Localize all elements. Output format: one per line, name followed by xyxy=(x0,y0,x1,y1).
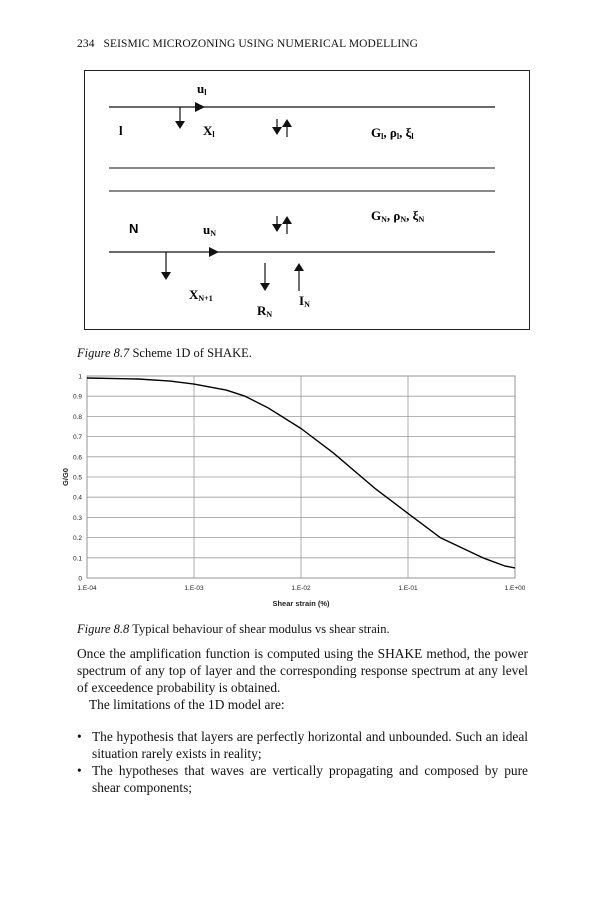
list-item xyxy=(77,762,528,796)
y-tick-label: 1 xyxy=(78,373,82,381)
label-u1: ul xyxy=(197,81,207,97)
label-uN: uN xyxy=(203,222,217,238)
rN-arrow-head xyxy=(260,283,270,291)
running-header xyxy=(77,38,418,50)
y-tick-label: 0.5 xyxy=(72,474,82,482)
list-item-text: The hypotheses that waves are vertically propagating and composed by pure shear components; xyxy=(92,763,528,795)
list-item xyxy=(77,728,528,762)
caption-label: Figure 8.8 xyxy=(77,622,130,636)
y-tick-label: 0.3 xyxy=(72,514,82,522)
y-tick-label: 0 xyxy=(78,575,82,583)
label-rN: RN xyxy=(257,303,273,319)
bullet-marker: • xyxy=(77,763,82,778)
x-tick-label: 1.E+00 xyxy=(504,585,526,592)
label-layer1: l xyxy=(119,123,123,138)
y-axis-title: G/G0 xyxy=(61,468,70,486)
layer1-up-arrow-head xyxy=(282,119,292,127)
limitations-list xyxy=(77,728,528,796)
u1-arrow xyxy=(195,102,205,112)
x-axis-title: Shear strain (%) xyxy=(272,599,330,608)
y-tick-label: 0.2 xyxy=(72,535,82,543)
x-tick-label: 1.E-04 xyxy=(77,585,97,592)
bullet-marker: • xyxy=(77,729,82,744)
uN-arrow xyxy=(209,247,219,257)
layer1-down-arrow-head xyxy=(272,127,282,135)
layerN-down-arrow-head xyxy=(272,224,282,232)
label-xN1: XN+1 xyxy=(189,287,213,303)
label-layerN: N xyxy=(129,221,139,236)
shear-modulus-chart xyxy=(60,368,530,623)
label-layer1-properties: Gl, ρl, ξl xyxy=(371,125,414,141)
shake-scheme-diagram xyxy=(85,71,531,331)
caption-text: Scheme 1D of SHAKE. xyxy=(129,346,252,360)
shake-scheme-figure xyxy=(84,70,530,330)
list-item-text: The hypothesis that layers are perfectly horizontal and unbounded. Such an ideal situation rarely exists in reality; xyxy=(92,729,528,761)
label-iN: IN xyxy=(299,293,310,309)
y-tick-label: 0.6 xyxy=(72,454,82,462)
y-tick-label: 0.1 xyxy=(72,555,82,563)
running-title: SEISMIC MICROZONING USING NUMERICAL MODELLING xyxy=(103,38,419,50)
iN-arrow-head xyxy=(294,263,304,271)
y-tick-label: 0.9 xyxy=(72,393,82,401)
x-tick-label: 1.E-03 xyxy=(184,585,204,592)
caption-label: Figure 8.7 xyxy=(77,346,130,360)
label-x1: Xl xyxy=(203,123,215,139)
y-tick-label: 0.7 xyxy=(72,434,82,442)
layerN-up-arrow-head xyxy=(282,216,292,224)
caption-text: Typical behaviour of shear modulus vs shear strain. xyxy=(129,622,390,636)
x-tick-label: 1.E-02 xyxy=(291,585,311,592)
figure-8-7-caption xyxy=(77,346,252,361)
x1-arrow-head xyxy=(175,121,185,129)
body-paragraph-2: The limitations of the 1D model are: xyxy=(89,697,285,712)
body-paragraph-1: Once the amplification function is computed using the SHAKE method, the power spectrum of any top of layer and the corresponding response spectrum at any level of exceedence probability is obtained. xyxy=(77,646,528,695)
figure-8-8-caption xyxy=(77,622,390,637)
y-tick-label: 0.8 xyxy=(72,413,82,421)
page-number: 234 xyxy=(77,38,95,50)
y-tick-label: 0.4 xyxy=(72,494,82,502)
chart-svg xyxy=(60,368,530,618)
x-tick-label: 1.E-01 xyxy=(398,585,418,592)
xN1-arrow-head xyxy=(161,272,171,280)
label-layerN-properties: GN, ρN, ξN xyxy=(371,208,425,224)
